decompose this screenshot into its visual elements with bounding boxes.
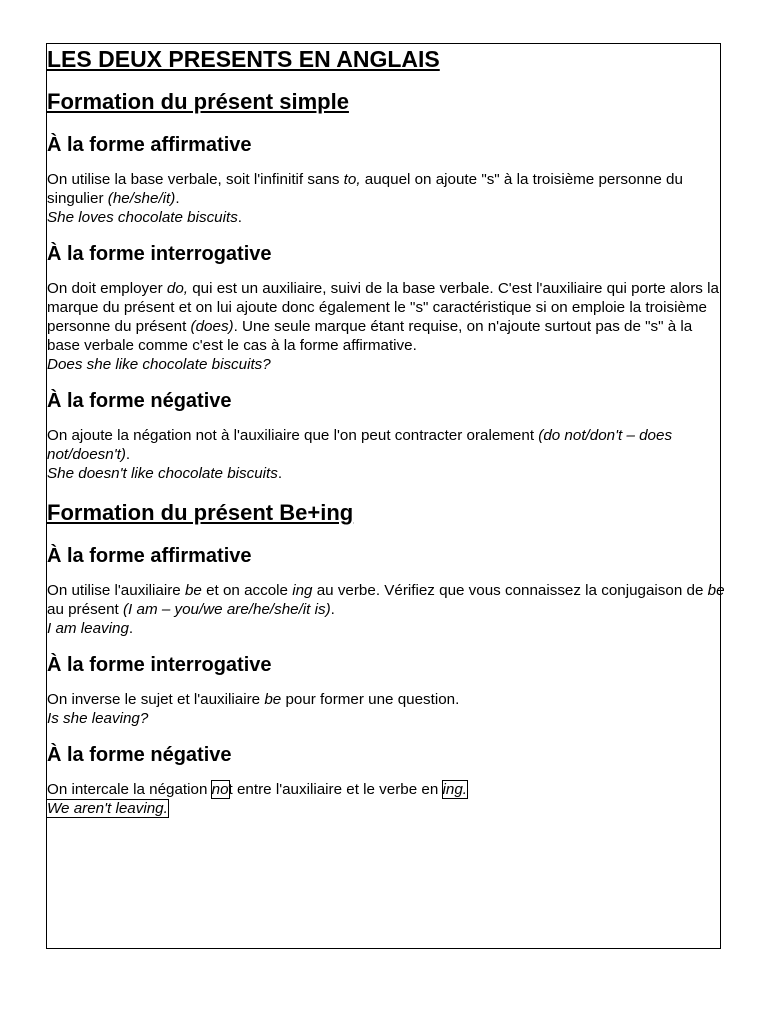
subsection-heading-negative: À la forme négative (47, 744, 232, 766)
document-body (47, 44, 727, 818)
subsection-heading-affirmative: À la forme affirmative (47, 545, 252, 567)
example-sentence: She loves chocolate biscuits (47, 209, 238, 226)
paragraph-negative: On ajoute la négation not à l'auxiliaire que l'on peut contracter oralement (do not/don't – does not/doesn't). She doesn't like chocolate biscuits. (47, 427, 673, 482)
paragraph-interrogative: On inverse le sujet et l'auxiliaire be pour former une question. Is she leaving? (47, 691, 460, 727)
subsection-heading-interrogative: À la forme interrogative (47, 243, 272, 265)
subsection-heading-interrogative: À la forme interrogative (47, 654, 272, 676)
example-sentence: She doesn't like chocolate biscuits (47, 465, 278, 482)
example-sentence: We aren't leaving. (47, 800, 168, 817)
paragraph-interrogative: On doit employer do, qui est un auxiliaire, suivi de la base verbale. C'est l'auxiliaire qui porte alors la marque du présent et on lui ajoute donc également le "s" caractéristique si on emploie la troisième personne du présent (does). Une seule marque étant requise, on n'ajoute surtout pas de "s" à la base verbale comme c'est le cas à la forme affirmative. Does she like chocolate biscuits? (47, 280, 719, 373)
paragraph-negative: On intercale la négation not entre l'auxiliaire et le verbe en ing. We aren't leaving. (47, 781, 467, 817)
highlighted-word: ing. (442, 781, 467, 798)
highlighted-word: no (211, 781, 229, 798)
example-sentence: Is she leaving? (47, 710, 149, 727)
subsection-heading-negative: À la forme négative (47, 390, 232, 412)
section-heading-present-simple: Formation du présent simple (47, 89, 349, 114)
document-title: LES DEUX PRESENTS EN ANGLAIS (47, 46, 440, 72)
paragraph-affirmative: On utilise la base verbale, soit l'infinitif sans to, auquel on ajoute "s" à la troisième personne du singulier (he/she/it). She loves chocolate biscuits. (47, 171, 683, 226)
example-sentence: I am leaving (47, 620, 129, 637)
subsection-heading-affirmative: À la forme affirmative (47, 134, 252, 156)
paragraph-affirmative: On utilise l'auxiliaire be et on accole ing au verbe. Vérifiez que vous connaissez la conjugaison de be au présent (I am – you/we are/he/she/it is). I am leaving. (47, 582, 725, 637)
example-sentence: Does she like chocolate biscuits? (47, 356, 271, 373)
section-heading-present-be-ing: Formation du présent Be+ing (47, 500, 354, 525)
